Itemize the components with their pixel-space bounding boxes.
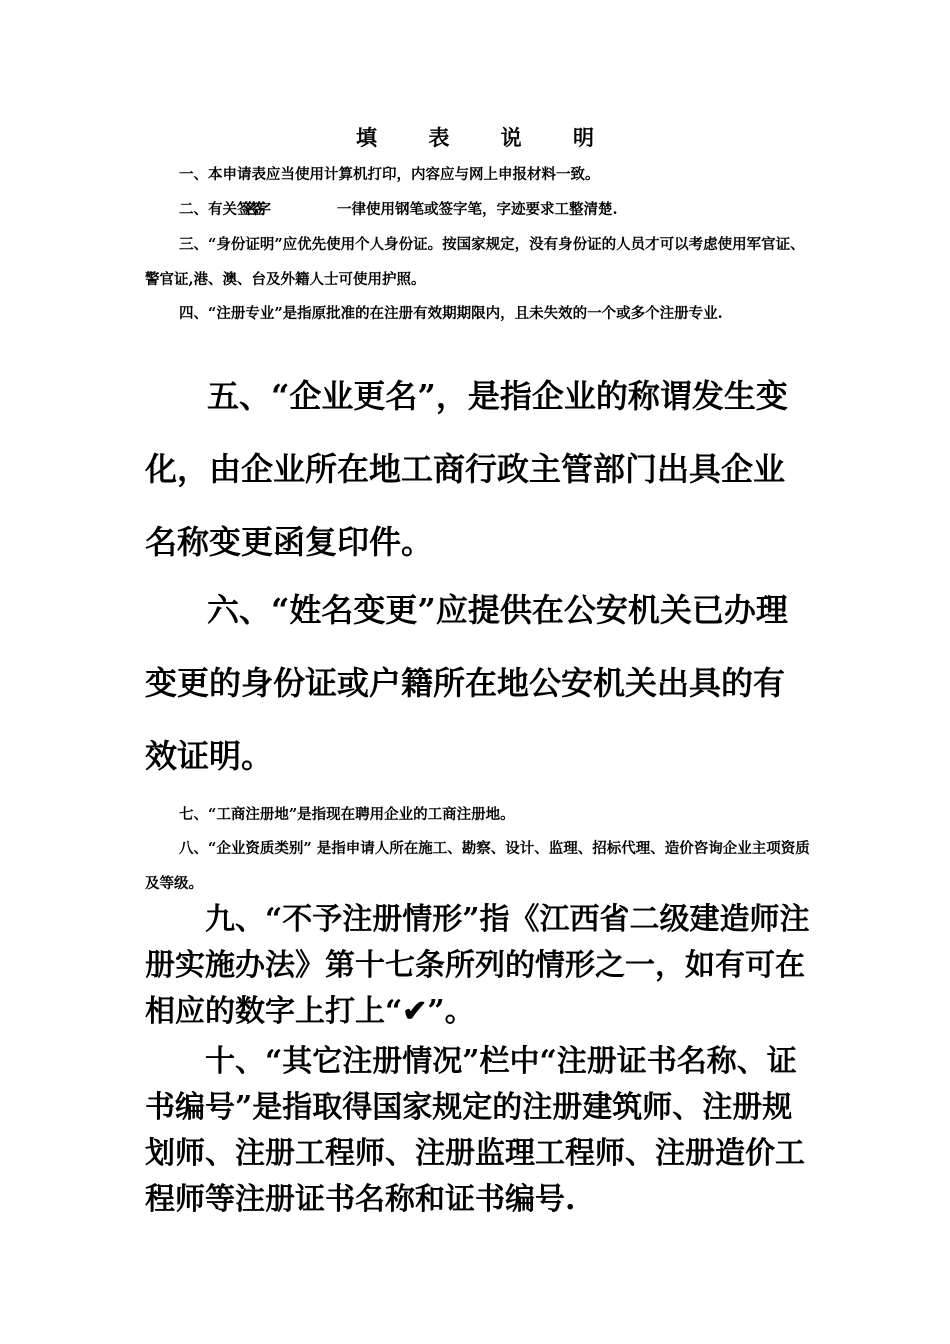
item-2-overlap-text: 签名签字 — [237, 201, 263, 218]
item-4: 四、“注册专业”是指原批准的在注册有效期期限内，且未失效的一个或多个注册专业. — [179, 305, 723, 322]
item-7: 七、“工商注册地”是指现在聘用企业的工商注册地。 — [179, 806, 515, 823]
item-8: 八、“企业资质类别” 是指申请人所在施工、勘察、设计、监理、招标代理、造价咨询企业主项资质及等级。 — [145, 840, 810, 892]
item-3: 三、“身份证明”应优先使用个人身份证。按国家规定，没有身份证的人员才可以考虑使用军官证、警官证,港、澳、台及外籍人士可使用护照。 — [145, 236, 805, 288]
item-5: 五、“企业更名”，是指企业的称谓发生变化，由企业所在地工商行政主管部门出具企业名称变更函复印件。 — [145, 377, 788, 561]
item-2-suffix: 一律使用钢笔或签字笔，字迹要求工整清楚. — [337, 201, 618, 218]
item-9: 九、“不予注册情形”指《江西省二级建造师注册实施办法》第十七条所列的情形之一，如有可在相应的数字上打上“✔”。 — [145, 902, 810, 1029]
item-10: 十、“其它注册情况”栏中“注册证书名称、证书编号”是指取得国家规定的注册建筑师、注册规划师、注册工程师、注册监理工程师、注册造价工程师等注册证书名称和证书编号. — [145, 1044, 805, 1217]
item-2 — [145, 192, 810, 227]
item-1: 一、本申请表应当使用计算机打印，内容应与网上申报材料一致。 — [179, 166, 600, 183]
page-title: 填 表 说 明 — [356, 125, 616, 150]
item-2-prefix: 二、有关 — [179, 201, 237, 218]
item-6: 六、“姓名变更”应提供在公安机关已办理变更的身份证或户籍所在地公安机关出具的有效证明。 — [145, 591, 788, 775]
